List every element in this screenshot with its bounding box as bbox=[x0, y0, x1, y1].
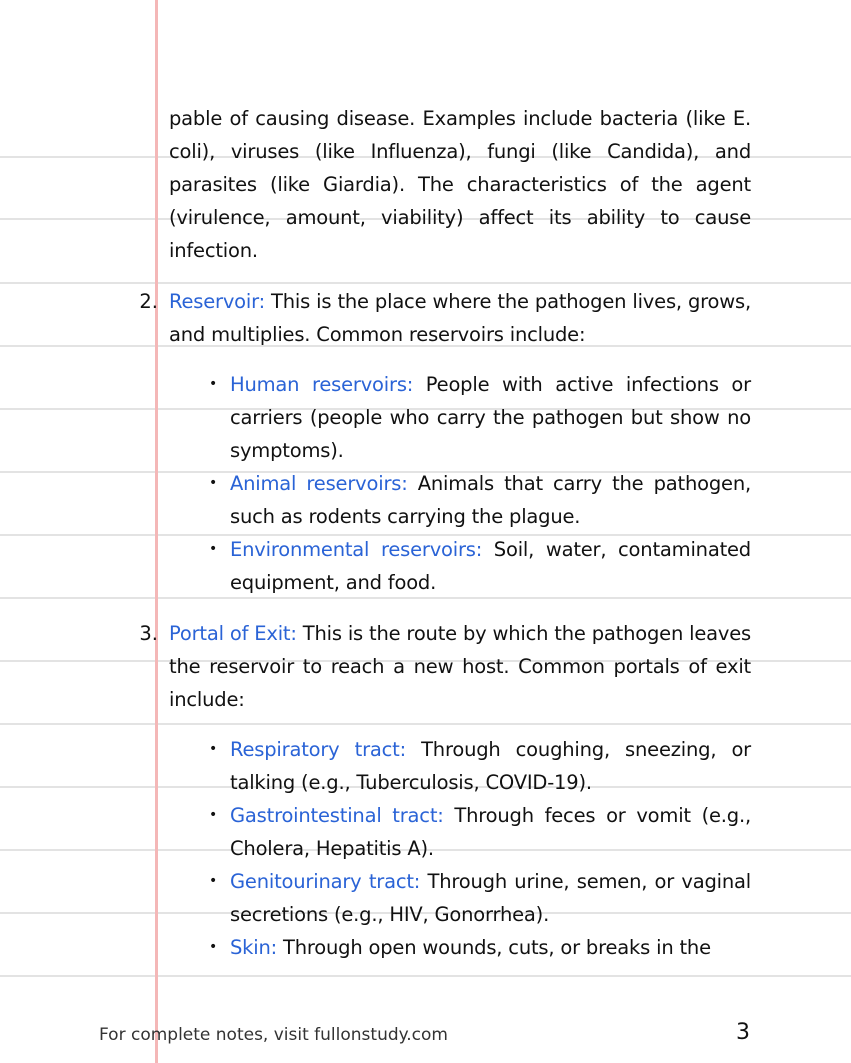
portal-bullets bbox=[208, 733, 751, 964]
bullet-text: Through open wounds, cuts, or breaks in the bbox=[277, 936, 711, 959]
reservoir-bullets bbox=[208, 368, 751, 599]
term-portal-of-exit: Portal of Exit: bbox=[169, 622, 297, 645]
bullet-term: Human reservoirs: bbox=[230, 373, 414, 396]
list-item bbox=[208, 931, 751, 964]
list-item bbox=[208, 533, 751, 599]
list-item-reservoir bbox=[169, 285, 751, 351]
notebook-rule bbox=[0, 723, 851, 725]
list-item bbox=[208, 368, 751, 467]
notebook-rule bbox=[0, 282, 851, 284]
bullet-icon: • bbox=[208, 376, 218, 392]
bullet-icon: • bbox=[208, 741, 218, 757]
bullet-icon: • bbox=[208, 541, 218, 557]
footer-note: For complete notes, visit fullonstudy.com bbox=[99, 1025, 448, 1045]
bullet-text: Through urine, semen, or vaginal secretions (e.g., HIV, Gonorrhea). bbox=[230, 870, 752, 926]
intro-paragraph: pable of causing disease. Examples include bacteria (like E. coli), viruses (like Influenza), fungi (like Candida), and parasites (like Giardia). The characteristics of the agent (virulence, amount, viability) affect its ability to cause infection. bbox=[169, 107, 751, 262]
list-item-portal-of-exit bbox=[169, 617, 751, 716]
margin-line bbox=[155, 0, 158, 1063]
item-number: 2. bbox=[139, 290, 158, 313]
notebook-rule bbox=[0, 975, 851, 977]
list-item bbox=[208, 733, 751, 799]
bullet-icon: • bbox=[208, 873, 218, 889]
list-item bbox=[208, 865, 751, 931]
list-item bbox=[208, 467, 751, 533]
bullet-text: Animals that carry the pathogen, such as rodents carrying the plague. bbox=[230, 472, 751, 528]
bullet-text: Through feces or vomit (e.g., Cholera, Hepatitis A). bbox=[230, 804, 751, 860]
bullet-term: Genitourinary tract: bbox=[230, 870, 421, 893]
term-reservoir: Reservoir: bbox=[169, 290, 265, 313]
bullet-term: Environmental reservoirs: bbox=[230, 538, 483, 561]
bullet-icon: • bbox=[208, 807, 218, 823]
bullet-term: Skin: bbox=[230, 936, 278, 959]
bullet-term: Respiratory tract: bbox=[230, 738, 406, 761]
list-item bbox=[208, 799, 751, 865]
bullet-text: Soil, water, contaminated equipment, and food. bbox=[230, 538, 751, 594]
bullet-icon: • bbox=[208, 939, 218, 955]
bullet-term: Gastrointestinal tract: bbox=[230, 804, 444, 827]
bullet-text: Through coughing, sneezing, or talking (e.g., Tuberculosis, COVID-19). bbox=[230, 738, 751, 794]
bullet-text: People with active infections or carriers (people who carry the pathogen but show no symptoms). bbox=[230, 373, 751, 462]
item-text: This is the place where the pathogen lives, grows, and multiplies. Common reservoirs include: bbox=[169, 290, 751, 346]
page-number: 3 bbox=[736, 1020, 750, 1045]
item-text: This is the route by which the pathogen leaves the reservoir to reach a new host. Common portals of exit include: bbox=[169, 622, 751, 711]
bullet-term: Animal reservoirs: bbox=[230, 472, 408, 495]
bullet-icon: • bbox=[208, 475, 218, 491]
item-number: 3. bbox=[139, 622, 158, 645]
